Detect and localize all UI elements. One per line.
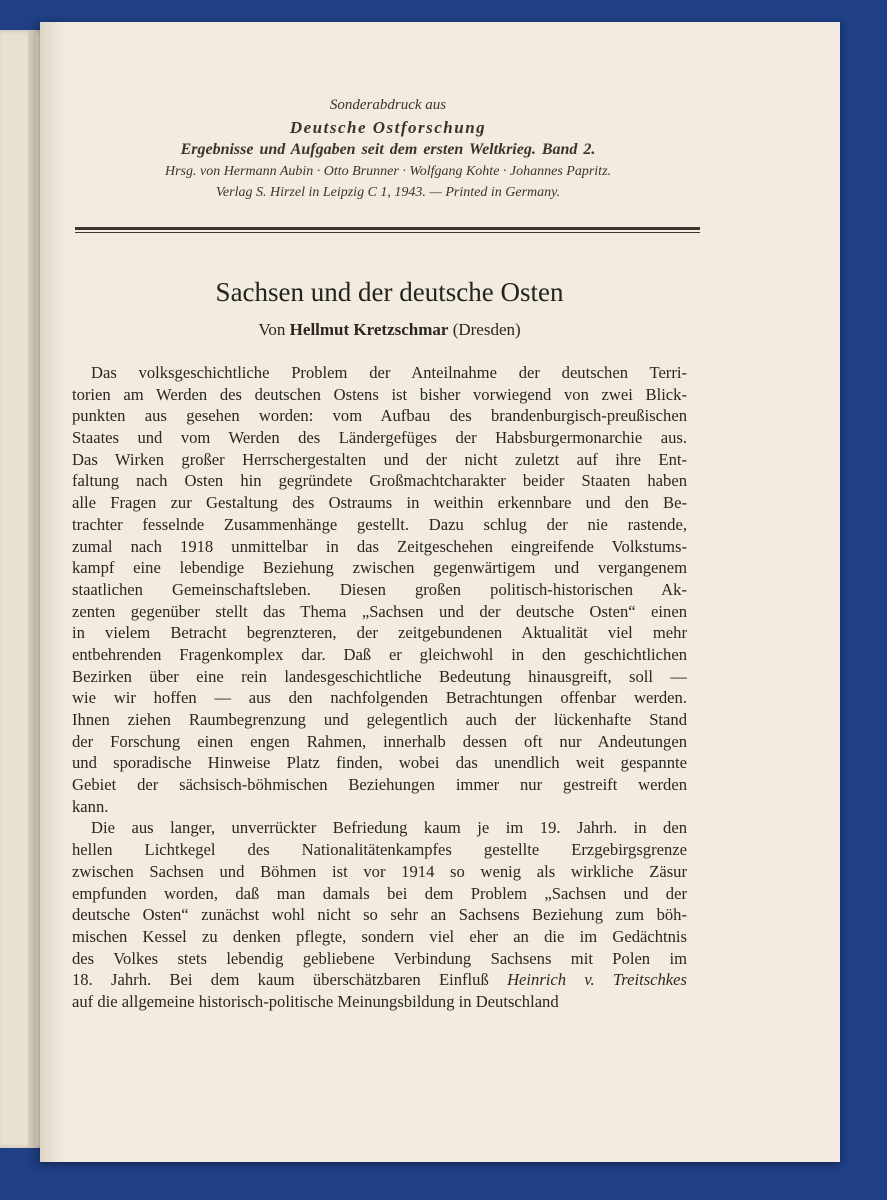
byline-prefix: Von	[258, 320, 286, 339]
publisher-line: Verlag S. Hirzel in Leipzig C 1, 1943. — Printed in Germany.	[215, 185, 561, 200]
journal-title: Deutsche Ostforschung	[289, 118, 487, 137]
article-byline	[72, 320, 707, 340]
body-line: der Forschung einen engen Rahmen, innerhalb dessen oft nur Andeutungen	[72, 731, 687, 751]
body-line: empfunden worden, daß man damals bei dem Problem „Sachsen und der	[72, 883, 687, 903]
body-line: hellen Lichtkegel des Nationalitätenkampfes gestellte Erzgebirgsgrenze	[72, 840, 687, 860]
body-line: entbehrenden Fragenkomplex dar. Daß er gleichwohl in den geschichtlichen	[72, 644, 687, 664]
body-line: auf die allgemeine historisch-politische Meinungsbildung in Deutschland	[72, 991, 559, 1011]
body-line: mischen Kessel zu denken pflegte, sondern viel eher an die im Gedächtnis	[72, 926, 687, 946]
article-title: Sachsen und der deutsche Osten	[215, 277, 564, 307]
body-line: trachter fesselnde Zusammenhänge gestellt. Dazu schlug der nie rastende,	[72, 514, 687, 534]
body-line: punkten aus gesehen worden: vom Aufbau des brandenburgisch-preußischen	[72, 406, 687, 426]
body-line: zenten gegenüber stellt das Thema „Sachsen und der deutsche Osten“ einen	[72, 601, 687, 621]
author-location: (Dresden)	[452, 320, 521, 339]
body-line: kann.	[72, 796, 109, 816]
offprint-header	[78, 96, 698, 203]
header-rule-thin	[75, 232, 700, 233]
body-line: Die aus langer, unverrückter Befriedung kaum je im 19. Jahrh. in den	[91, 818, 687, 838]
body-line: 18. Jahrh. Bei dem kaum überschätzbaren Einfluß Heinrich v. Treitschkes	[72, 970, 687, 990]
journal-subtitle: Ergebnisse und Aufgaben seit dem ersten Weltkrieg. Band 2.	[180, 141, 596, 158]
header-rule-thick	[75, 227, 700, 230]
body-line: zwischen Sachsen und Böhmen ist vor 1914 so wenig als wirkliche Zäsur	[72, 861, 687, 881]
editors-line: Hrsg. von Hermann Aubin · Otto Brunner · Wolfgang Kohte · Johannes Papritz.	[164, 164, 612, 179]
italic-name: Heinrich v. Treitschkes	[507, 970, 687, 990]
body-line: zumal nach 1918 unmittelbar in das Zeitgeschehen eingreifende Volkstums-	[72, 536, 687, 556]
body-line: und sporadische Hinweise Platz finden, wobei das unendlich weit gespannte	[72, 753, 687, 773]
body-line: staatlichen Gemeinschaftsleben. Diesen großen politisch-historischen Ak-	[72, 579, 687, 599]
body-line: in vielem Betracht begrenzteren, der zeitgebundenen Aktualität viel mehr	[72, 623, 687, 643]
body-line: Bezirken über eine rein landesgeschichtliche Bedeutung hinausgreift, soll —	[72, 666, 687, 686]
author-name: Hellmut Kretzschmar	[289, 320, 449, 339]
body-line: des Volkes stets lebendig gebliebene Verbindung Sachsens mit Polen im	[72, 948, 687, 968]
body-line: deutsche Osten“ zunächst wohl nicht so sehr an Sachsens Beziehung zum böh-	[72, 905, 687, 925]
body-line: Staates und vom Werden des Ländergefüges der Habsburgermonarchie aus.	[72, 428, 687, 448]
body-line: Das Wirken großer Herrschergestalten und der nicht zuletzt auf ihre Ent-	[72, 449, 687, 469]
offprint-label: Sonderabdruck aus	[329, 97, 447, 113]
body-line: wie wir hoffen — aus den nachfolgenden Betrachtungen offenbar werden.	[72, 688, 687, 708]
underlying-page-edge	[28, 30, 36, 1148]
body-line: torien am Werden des deutschen Ostens ist bisher vorwiegend von zwei Blick-	[72, 384, 687, 404]
body-line: faltung nach Osten hin gegründete Großmachtcharakter beider Staaten haben	[72, 471, 687, 491]
body-line: Gebiet der sächsisch-böhmischen Beziehungen immer nur gestreift werden	[72, 775, 687, 795]
body-line: alle Fragen zur Gestaltung des Ostraums in weithin erkennbare und den Be-	[72, 493, 687, 513]
body-line: Ihnen ziehen Raumbegrenzung und gelegentlich auch der lückenhafte Stand	[72, 710, 687, 729]
body-line: kampf eine lebendige Beziehung zwischen gegenwärtigem und vergangenem	[72, 558, 687, 578]
page-binding-edge	[40, 22, 68, 1162]
article-body	[72, 362, 687, 1013]
body-line: Das volksgeschichtliche Problem der Anteilnahme der deutschen Terri-	[91, 363, 687, 382]
